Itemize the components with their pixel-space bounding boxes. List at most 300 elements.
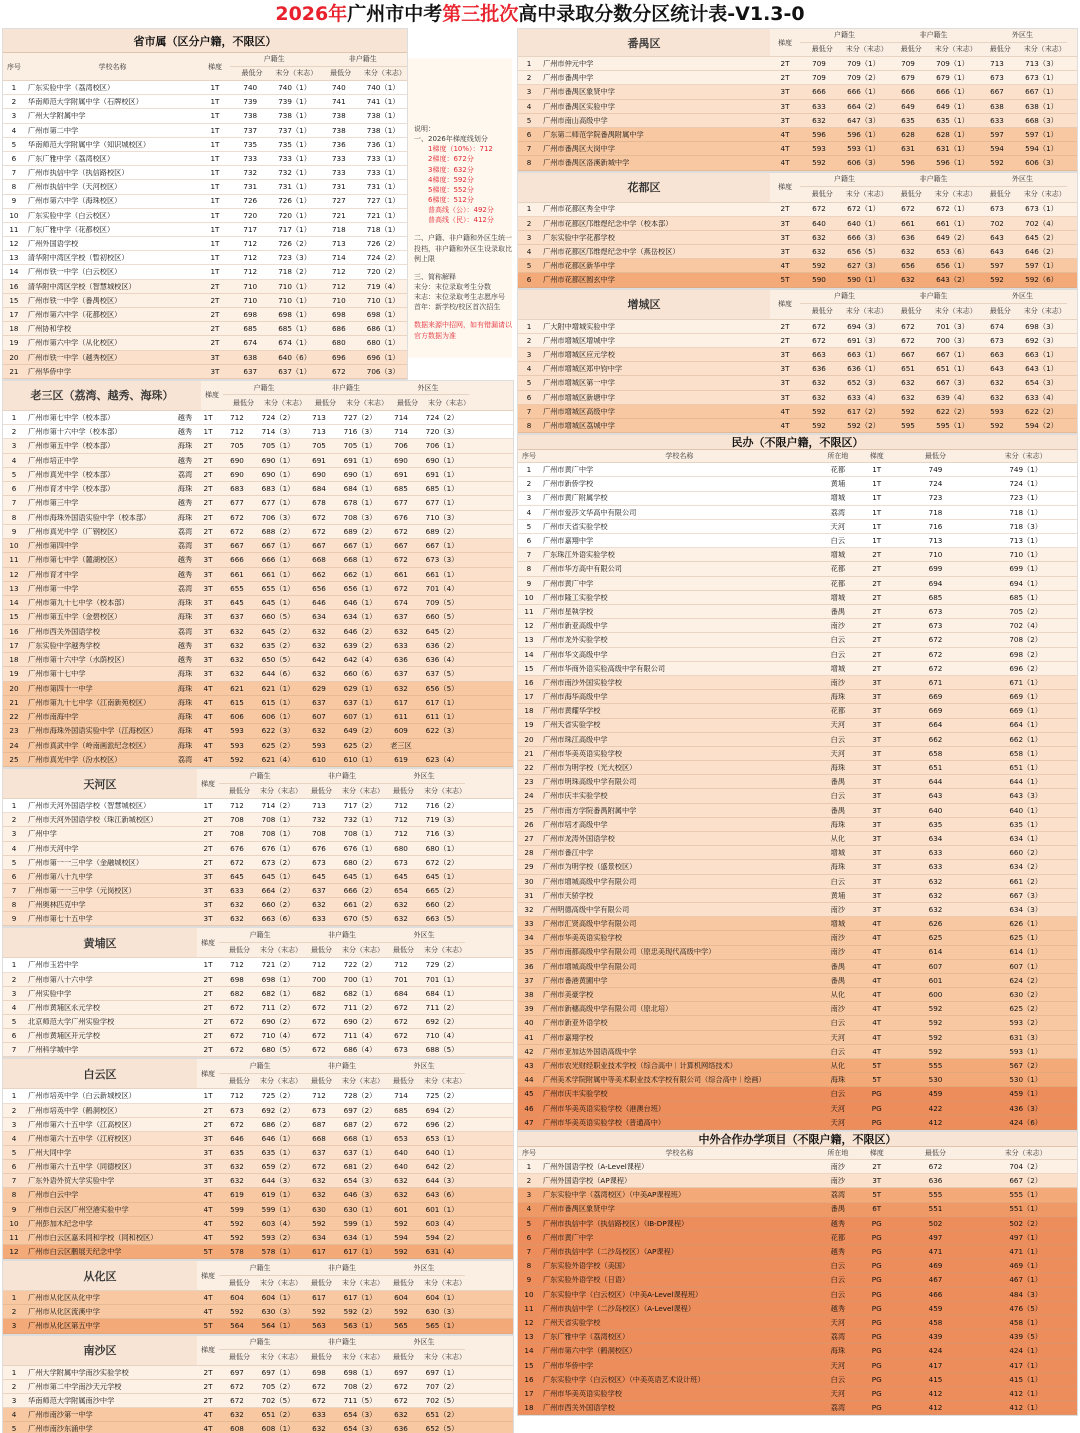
- school-name: 广州市华美英语实验学校: [542, 934, 622, 942]
- tier: 1T: [210, 83, 220, 92]
- min-score: 632: [312, 727, 326, 735]
- min-score: 710: [243, 296, 258, 304]
- group-header-wai: [383, 1261, 465, 1290]
- min-score: 705: [230, 442, 244, 450]
- section-laosan: [2, 380, 514, 768]
- table-row: [3, 138, 407, 152]
- row-seq: 3: [526, 1191, 532, 1199]
- row-seq: 3: [526, 88, 532, 96]
- school-name: 广州市黄埔区开元学校: [28, 1032, 100, 1040]
- school-name: 广州市番港黄圃中学: [542, 976, 608, 985]
- row-seq: 7: [526, 407, 532, 415]
- min-score: 590: [812, 276, 826, 284]
- school-name: 广州市庆丰实验学校: [542, 1090, 608, 1098]
- min-score: 676: [312, 844, 326, 852]
- tier: PG: [871, 1104, 882, 1112]
- tier: 3T: [780, 88, 790, 96]
- last-score: 667（1）: [343, 542, 377, 550]
- subheader: [301, 1276, 383, 1291]
- last-score: 643（1）: [1025, 365, 1058, 373]
- last-score: 709（5）: [425, 599, 459, 607]
- last-score: 596（1）: [936, 159, 969, 167]
- row-seq: 4: [526, 508, 532, 516]
- tier: 4T: [872, 934, 882, 942]
- min-score: 712: [312, 1092, 326, 1100]
- group-title-hu: 户籍生: [219, 769, 301, 784]
- row-seq: 18: [9, 656, 19, 664]
- tier: 3T: [203, 613, 213, 621]
- min-score: 672: [230, 858, 244, 866]
- last-header: 末分（末志）: [428, 398, 470, 407]
- last-score: 713（3）: [1025, 59, 1058, 68]
- row-seq: 5: [11, 140, 17, 148]
- tier: 4T: [203, 684, 213, 692]
- row-seq: 17: [524, 693, 534, 701]
- min-header: 最低分: [233, 398, 254, 407]
- school-name: 广州市爱莎文华高中有限公司: [542, 508, 637, 516]
- last-score: 691（1）: [425, 470, 459, 479]
- min-header: 最低分: [397, 398, 418, 407]
- last-score: 660（2）: [1009, 849, 1042, 857]
- min-score: 592: [230, 755, 244, 764]
- last-score: 669（1）: [1009, 693, 1042, 701]
- table-row: [3, 308, 407, 322]
- subheader: [301, 784, 383, 799]
- section-header-shishu: [3, 53, 407, 81]
- last-header: 末分（末志）: [424, 786, 466, 795]
- last-score: 625（2）: [343, 741, 377, 749]
- last-score: 655（1）: [261, 584, 295, 593]
- title-rest: 高中录取分数分区统计表-V1.3-0: [518, 3, 805, 25]
- location: 天河: [830, 1104, 846, 1112]
- group-title-fei: 非户籍生: [889, 173, 978, 188]
- last-header: 末分（末志）: [845, 45, 888, 54]
- last-score: 565（1）: [425, 1322, 459, 1330]
- last-score: 617（2）: [847, 407, 880, 415]
- school-name: 广州市黄埔区永元学校: [28, 1003, 100, 1012]
- tier: 2T: [203, 858, 213, 866]
- notes-line6: 首年：新学校/校区首次招生: [414, 303, 501, 312]
- tier-header: 梯度: [778, 300, 792, 309]
- last-score: 622（2）: [1025, 407, 1058, 415]
- last-score: 640（1）: [425, 1148, 459, 1157]
- school-name: 华南师范大学附属中学（石牌校区）: [27, 98, 143, 106]
- location: 增城: [830, 849, 846, 857]
- min-score: 672: [331, 367, 346, 375]
- tier: 4T: [203, 713, 213, 721]
- min-score: 645: [312, 872, 326, 881]
- school-name: 广州市黄耀华学校: [542, 707, 601, 715]
- table-row: [518, 142, 1077, 156]
- tier: 5T: [203, 1247, 213, 1256]
- row-seq: 3: [11, 1120, 17, 1128]
- subheader: [383, 943, 465, 958]
- school-name: 广州市增城高级中学有限公司: [542, 962, 637, 970]
- min-score: 672: [230, 1003, 244, 1012]
- min-header: 最低分: [311, 786, 332, 795]
- last-score: 714（3）: [261, 428, 295, 436]
- min-score: 736: [331, 140, 346, 148]
- school-name: 广州市南沙第一中学: [28, 1410, 93, 1419]
- section-header-minban: [518, 450, 1077, 463]
- last-score: 617（1）: [425, 698, 459, 707]
- tier: 3T: [780, 393, 790, 401]
- school-name: 广州市第三中学: [28, 499, 79, 507]
- last-score: 471（1）: [1009, 1248, 1042, 1256]
- tier: 3T: [780, 219, 790, 227]
- tier: 1T: [210, 112, 220, 120]
- min-score: 593: [312, 741, 326, 749]
- last-header: 末分（末志）: [1004, 452, 1047, 461]
- school-name: 广州市培正中学: [28, 456, 79, 464]
- last-score: 677（1）: [425, 499, 459, 507]
- tier: 3T: [872, 778, 882, 786]
- min-score: 691: [394, 470, 408, 479]
- school-name: 广州市隆工实验学校: [542, 593, 608, 601]
- min-score: 625: [928, 934, 943, 942]
- school-name: 广州市南山高级中学: [543, 116, 608, 124]
- tier: 5T: [872, 1061, 882, 1070]
- min-score: 713: [312, 802, 326, 810]
- min-score: 601: [928, 976, 943, 985]
- last-score: 687（2）: [343, 1120, 377, 1128]
- last-header: 末分（末志）: [424, 946, 466, 955]
- title-city: 广州市中考: [347, 3, 443, 25]
- last-score: 644（3）: [425, 1177, 459, 1185]
- min-score: 699: [928, 565, 943, 573]
- table-row: [518, 1016, 1077, 1030]
- min-score: 680: [331, 339, 346, 347]
- table-row: [518, 1373, 1077, 1387]
- last-score: 642（4）: [343, 656, 377, 664]
- last-score: 610（1）: [343, 755, 377, 764]
- last-score: 656（1）: [343, 584, 377, 593]
- min-score: 555: [928, 1061, 943, 1070]
- table-row: [3, 987, 513, 1001]
- location: 白云: [830, 877, 846, 885]
- tier: 3T: [872, 764, 882, 772]
- table-row: [518, 534, 1077, 548]
- last-score: 626（1）: [1009, 920, 1042, 928]
- last-score: 603（4）: [261, 1219, 295, 1227]
- min-score: 666: [901, 88, 915, 96]
- tier: 2T: [872, 579, 882, 587]
- min-score: 632: [312, 627, 326, 635]
- table-row: [518, 1273, 1077, 1287]
- min-score: 697: [394, 1368, 408, 1376]
- row-seq: 13: [524, 1333, 534, 1341]
- last-score: 692（2）: [261, 1106, 295, 1114]
- min-score: 733: [331, 154, 346, 163]
- min-score: 636: [928, 1177, 943, 1185]
- tier: PG: [871, 1404, 882, 1412]
- table-row: [518, 875, 1077, 889]
- last-score: 636（2）: [425, 641, 459, 650]
- school-name: 广东珠江外语实验学校: [542, 551, 615, 559]
- last-score: 663（1）: [847, 350, 880, 359]
- table-row: [3, 696, 513, 710]
- subheader: [301, 1350, 383, 1365]
- group-title-fei: 非户籍生: [889, 29, 978, 43]
- last-score: 640（1）: [1009, 806, 1042, 814]
- min-header: 最低分: [311, 1077, 332, 1086]
- tier: 1T: [210, 268, 220, 276]
- tier: 2T: [203, 989, 213, 997]
- school-name: 广州市增城区新塘中学: [543, 393, 615, 401]
- last-score: 710（1）: [366, 296, 400, 304]
- group-header-wai: [387, 381, 469, 410]
- row-seq: 12: [9, 1247, 19, 1256]
- last-score: 606（1）: [261, 713, 295, 721]
- location: 番禺: [830, 806, 846, 814]
- tier: 3T: [780, 379, 790, 387]
- min-score: 607: [928, 962, 943, 970]
- table-row: [518, 1045, 1077, 1059]
- group-header-hu: [219, 769, 301, 798]
- last-score: 634（1）: [343, 613, 377, 621]
- last-score: 725（2）: [425, 1092, 459, 1100]
- school-name: 广州市白云区嘉禾同和学校（同和校区）: [28, 1233, 158, 1242]
- min-score: 672: [812, 205, 826, 213]
- section-minban: [517, 434, 1078, 1131]
- tier: 3T: [203, 915, 213, 923]
- school-name: 广州市第六中学（花都校区）: [27, 310, 122, 319]
- min-score: 640: [928, 806, 943, 814]
- row-seq: 1: [11, 802, 17, 810]
- min-score: 663: [812, 350, 826, 359]
- row-seq: 17: [524, 1389, 534, 1398]
- school-name: 华南师范大学附属南沙中学: [28, 1396, 115, 1404]
- table-row: [518, 1288, 1077, 1302]
- tier: 3T: [203, 641, 213, 650]
- row-seq: 1: [526, 466, 532, 474]
- school-name: 广州市增城区增城中学: [543, 336, 615, 344]
- school-name: 广东实验中学（荔湾校区）: [27, 83, 115, 92]
- tier: 2T: [203, 1396, 213, 1404]
- location: 黄埔: [830, 891, 846, 899]
- min-score: 632: [312, 1177, 326, 1185]
- row-seq: 9: [526, 579, 532, 587]
- table-row: [3, 1188, 513, 1202]
- min-score: 640: [394, 1148, 408, 1157]
- tier: 2T: [203, 442, 213, 450]
- min-score: 637: [230, 613, 244, 621]
- group-header-hu: [219, 928, 301, 957]
- tier: 3T: [203, 1134, 213, 1143]
- min-score: 632: [928, 891, 943, 899]
- tier: 4T: [780, 407, 790, 415]
- last-score: 727（1）: [366, 197, 400, 205]
- school-name: 广州大学附属中学南沙实验学校: [28, 1368, 129, 1376]
- last-score: 594（2）: [1025, 421, 1058, 430]
- last-score: 564（1）: [261, 1322, 295, 1330]
- notes-line5: 末志：末位录取考生志愿序号: [414, 293, 505, 302]
- min-score: 739: [243, 98, 258, 106]
- last-score: 706（1）: [425, 442, 459, 450]
- location: 天河: [830, 1033, 846, 1041]
- table-row: [518, 1203, 1077, 1217]
- last-score: 639（4）: [936, 393, 969, 401]
- last-score: 661（1）: [261, 570, 295, 578]
- row-seq: 7: [526, 551, 532, 559]
- school-name: 广州市第六中学（海珠校区）: [27, 197, 122, 205]
- min-score: 632: [394, 901, 408, 909]
- min-score: 672: [394, 527, 408, 536]
- row-seq: 7: [526, 145, 532, 153]
- last-score: 667（2）: [1009, 1177, 1042, 1185]
- min-score: 740: [331, 83, 346, 92]
- school-name: 广州市南都高级中学有限公司（原忠美现代高级中学）: [542, 948, 716, 956]
- school-header: 学校名称: [98, 62, 127, 71]
- last-score: 690（1）: [343, 470, 377, 479]
- group-title-hu: 户籍生: [219, 1336, 301, 1351]
- location: 天河: [830, 749, 846, 758]
- row-seq: 29: [524, 863, 534, 871]
- last-header: 末分（末志）: [845, 190, 888, 199]
- row-seq: 3: [526, 233, 532, 242]
- subheader: [301, 943, 383, 958]
- last-score: 718（3）: [1009, 522, 1042, 531]
- min-score: 632: [230, 915, 244, 923]
- row-seq: 1: [526, 59, 532, 68]
- min-score: 717: [243, 225, 258, 234]
- last-score: 672（2）: [425, 858, 459, 866]
- last-score: 721（1）: [366, 211, 400, 219]
- table-row: [3, 411, 513, 425]
- location: 南沙: [830, 948, 846, 956]
- tier: 3T: [872, 905, 882, 914]
- row-seq: 12: [524, 622, 534, 630]
- row-seq: 11: [9, 225, 19, 234]
- last-score: 711（2）: [425, 1003, 459, 1012]
- tier: 2T: [210, 282, 220, 290]
- last-score: 708（2）: [1009, 636, 1042, 644]
- row-seq: 46: [524, 1104, 534, 1112]
- school-name: 广州市华美英语实验学校: [542, 749, 622, 758]
- min-score: 732: [312, 816, 326, 824]
- table-row: [518, 775, 1077, 789]
- location: 白云: [830, 792, 846, 800]
- group-title-wai: 外区生: [383, 928, 465, 943]
- row-seq: 26: [524, 820, 534, 828]
- section-header-baiyun: [3, 1059, 513, 1089]
- min-score: 老三区: [390, 741, 412, 749]
- group-header-fei: [305, 381, 387, 410]
- location: 荔湾: [177, 755, 193, 764]
- table-row: [518, 1359, 1077, 1373]
- tier: 2T: [203, 1106, 213, 1114]
- min-score: 653: [394, 1134, 408, 1143]
- min-score: 593: [990, 407, 1004, 415]
- school-name: 广州大学附属中学: [27, 112, 86, 120]
- table-row: [518, 273, 1077, 287]
- min-score: 608: [230, 1425, 244, 1433]
- min-score: 619: [394, 755, 408, 764]
- location: 南沙: [830, 905, 846, 914]
- min-score: 592: [312, 1219, 326, 1227]
- min-score: 733: [331, 169, 346, 177]
- tier: 3T: [872, 678, 882, 687]
- min-score: 632: [928, 905, 943, 914]
- school-name: 广东实验外语学校（美国）: [542, 1262, 630, 1270]
- row-seq: 20: [524, 735, 534, 743]
- section-title-tianhe: 天河区: [3, 769, 197, 798]
- location: 天河: [830, 1118, 846, 1126]
- last-score: 660（5）: [425, 613, 459, 621]
- table-row: [3, 195, 407, 209]
- min-score: 592: [394, 1247, 408, 1256]
- min-score: 696: [331, 353, 346, 361]
- min-score: 672: [230, 1396, 244, 1404]
- last-score: 637（1）: [343, 698, 377, 707]
- last-header: 末分（末志）: [260, 1353, 302, 1362]
- last-score: 643（3）: [1009, 792, 1042, 800]
- min-score: 667: [990, 88, 1004, 96]
- last-score: 617（1）: [343, 1294, 377, 1302]
- school-name: 广东实验中学越秀学校: [28, 641, 100, 650]
- page-title: [0, 0, 1080, 28]
- tier: 2T: [210, 310, 220, 319]
- row-seq: 10: [9, 211, 19, 219]
- section-title-laosan: 老三区（荔湾、越秀、海珠）: [3, 381, 201, 410]
- table-row: [3, 1366, 513, 1380]
- last-score: 660（5）: [261, 613, 295, 621]
- tier: 4T: [872, 1019, 882, 1027]
- school-name: 广州大同中学: [28, 1148, 72, 1157]
- school-name: 广州市第八十六中学: [28, 975, 93, 983]
- row-seq: 42: [524, 1047, 534, 1055]
- last-score: 597（1）: [1025, 262, 1058, 270]
- school-name: 广州市第十六中学（水荫校区）: [28, 656, 129, 664]
- school-name: 广州市南沙外国实验学校: [542, 678, 622, 687]
- last-score: 622（2）: [936, 407, 969, 415]
- table-row: [3, 856, 513, 870]
- last-header: 末分（末志）: [424, 1353, 466, 1362]
- min-score: 632: [312, 641, 326, 650]
- section-header-zhongwai: [518, 1147, 1077, 1160]
- row-seq: 2: [11, 816, 17, 824]
- location: 海珠: [177, 713, 193, 721]
- school-name: 广州市龙涛外国语学校: [542, 834, 615, 843]
- min-score: 632: [901, 276, 915, 284]
- school-name: 广州奥林匹克中学: [28, 901, 86, 909]
- tier: 2T: [872, 607, 882, 616]
- min-score: 604: [394, 1294, 408, 1302]
- min-score: 632: [230, 656, 244, 664]
- last-score: 697（2）: [343, 1106, 377, 1114]
- last-score: 633（4）: [847, 393, 880, 401]
- table-row: [518, 818, 1077, 832]
- last-score: 652（5）: [425, 1425, 459, 1433]
- tier: 3T: [872, 891, 882, 899]
- school-name: 广州市真武中学（岭南画派纪念校区）: [28, 741, 151, 749]
- row-seq: 8: [526, 565, 532, 573]
- tier: 5T: [872, 1076, 882, 1084]
- min-score: 672: [312, 527, 326, 536]
- right-column: [517, 28, 1078, 1416]
- min-score: 690: [312, 470, 326, 479]
- school-name: 广大附中增城实验中学: [543, 322, 615, 330]
- min-score: 672: [394, 1120, 408, 1128]
- last-score: 718（1）: [1009, 508, 1042, 516]
- min-score: 672: [312, 1046, 326, 1054]
- last-score: 615（1）: [261, 698, 295, 707]
- min-score: 685: [243, 325, 258, 333]
- tier-header: 梯度: [201, 1346, 215, 1355]
- last-score: 706（3）: [366, 367, 400, 375]
- row-seq: 9: [526, 1276, 532, 1284]
- min-score: 682: [312, 989, 326, 997]
